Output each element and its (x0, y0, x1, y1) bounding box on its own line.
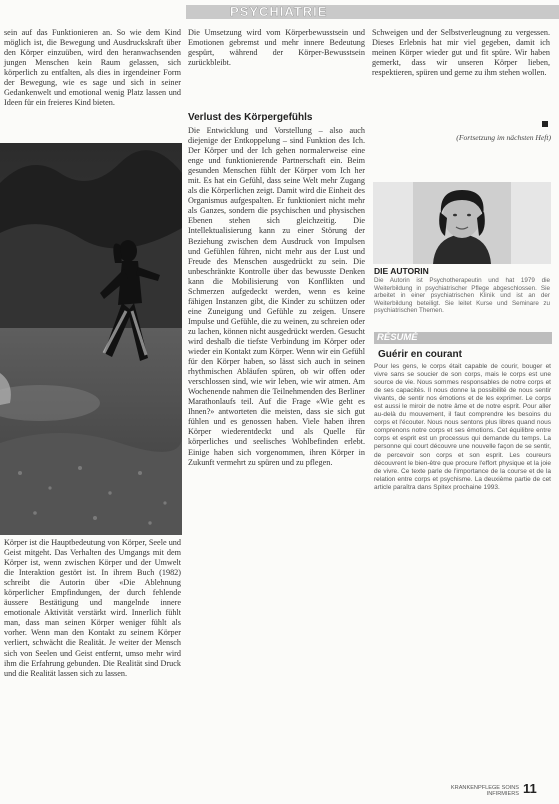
paragraph: Schweigen und der Selbstverleugnung zu vergessen. Dieses Erlebnis hat mir viel gegeben, damit ich meinen Körper wieder gut und fit spüre. Wir haben gemerkt, dass wir unseren Körper lieben, respektieren, spüren und gerne zu ihm stehen wollen. (372, 28, 550, 78)
column-2-body (188, 126, 365, 786)
column-1-top-text (4, 28, 181, 108)
continuation-note: (Fortsetzung im nächsten Heft) (456, 133, 551, 142)
author-label: DIE AUTORIN (374, 266, 429, 276)
section-heading: Verlust des Körpergefühls (188, 112, 313, 123)
resume-label: RÉSUMÉ (377, 332, 418, 343)
paragraph: Die Umsetzung wird vom Körperbewusstsein und Emotionen gebremst und mehr innere Bedeutung gespürt, während der Körper-Bewusstsein zurückbleibt. (188, 28, 365, 68)
magazine-name: KRANKENPFLEGE SOINS INFIRMIERS (450, 785, 519, 798)
page-number: 11 (523, 781, 537, 796)
runner-photo (0, 143, 182, 535)
paragraph: Die Entwicklung und Vorstellung – also auch diejenige der Entkoppelung – sind Funktion des Ich. Der Körper und der Ich gehen normalerweise eine enge und funktionierende Partnerschaft ein. Beim gesunden Menschen fühlt der Körper vom Ich her mit. Es hat ein Gefühl, dass seine Welt mehr Zugang als die Körperlichen zeigt. Damit wird die Einheit des Organismus aufgespalten. Er funktioniert nicht mehr als Ganzes, sondern die psychischen und physischen Ebenen stehen sich gleichzeitig. Die Intellektualisierung kann zu einer Störung der Beziehung zwischen dem Ausdruck von Impulsen und Gefühlen führen, nicht mehr aus der Lust und Freude des Menschen ausgedrückt zu sein. Die unbeschränkte Kontrolle über das bewusste Denken kann die Mobilisierung von Konflikten und Schmerzen aufgedeckt werden, wenn es keine fähigen Instanzen gibt, die Kinder zu schützen oder eine Zuneigung und Gefühle zu zeigen. Unsere Impulse und Gefühle, die zu weinen, zu schreien oder zu lachen, können nicht ausgedrückt werden. Gesucht wird deshalb die tiefste Verbindung im Körper oder wieder ein Kontakt zum Körper. Wenn wir ein Gefühl für den Körper haben, so lässt sich auch in seinen rhythmischen Abläufen spüren, ob wir offen oder verschlossen sind, wie wir leben, wie wir atmen. Am Wochenende nahmen die Teilnehmenden des Berliner Marathonlaufs teil. Auf die Frage «Wie geht es Ihnen?» antworteten die meisten, dass sie sich gut fühlen und es genossen haben. Viele haben ihren Körper wiederentdeckt und als Quelle für körperliches und seelisches Wohlbefinden erlebt. Einige haben sich vorgenommen, ihren Körper in Zukunft vermehrt zu spüren und zu pflegen. (188, 126, 365, 467)
end-mark-icon (542, 121, 548, 127)
section-title: PSYCHIATRIE (230, 4, 328, 19)
paragraph: sein auf das Funktionieren an. So wie dem Kind möglich ist, die Bewegung und Ausdruckskraft über den Körper einzuüben, wird den heranwachsenden jungen Menschen kein Raum gelassen, sich körperlich zu entfalten, als dies in irgendeiner Form der Bewegung, wie es sage und sich in seiner Gedankenwelt und emotional wenig Platz lassen und Ideen für ein freieres Kind bieten. (4, 28, 181, 108)
photo-caption: Körper ist die Hauptbedeutung von Körper, Seele und Geist mitgeht. Das Verhalten des Umgangs mit dem Körper ist, wenn zwischen Körper und der Umwelt die Interaktion gestört ist. In ihrem Buch (1982) schreibt die Autorin über «Die Ablehnung körperlicher Empfindungen, der durch fehlende äussere Bestätigung und mangelnde innere emotionale Aktivität verstärkt wird. Innerlich fühlt man, dass man seinen Körper weniger fühlt als vorher. Wenn man den Kontakt zu seinem Körper verliert, schwächt die Realität. Je weiter der Mensch sich von Seelen und Geist entfernt, umso mehr wird ihm die Erfahrung gebunden. Die Realität sind Druck und die Realität lassen sich zu lassen. (4, 538, 181, 678)
author-photo (373, 182, 551, 264)
column-2-intro (188, 28, 365, 68)
resume-title: Guérir en courant (378, 349, 462, 360)
resume-text: Pour les gens, le corps était capable de courir, bouger et vivre sans se soucier de son corps, mais le corps est une source de vie. Nous sommes responsables de notre corps et de ses capacités. Il nous donne la possibilité de nous sentir vivants, de sentir nos émotions et de les exprimer. Le corps est aussi le miroir de notre âme et de notre esprit. Pour aller au-delà du mouvement, il faut comprendre les besoins du corps et l'écouter. Nous nous sentons plus libres quand nous comprenons notre corps et ses émotions. Cet équilibre entre corps et esprit est un processus qui demande du temps. La personne qui court découvre une nouvelle façon de se sentir, de percevoir son corps et son esprit. Les coureurs découvrent le bien-être que procure l'effort physique et la joie de vivre. Ce texte parle de l'importance de la course et de la relation entre corps et psychisme. La deuxième partie de cet article paraîtra dans Spitex prochaine 1993. (374, 363, 551, 491)
author-bio: Die Autorin ist Psychotherapeutin und hat 1979 die Weiterbildung in psychiatrischer Pflege abgeschlossen. Sie arbeitet in einer psychiatrischen Klinik und ist an der Weiterbildung beteiligt. Sie leitet Kurse und Seminare zu psychiatrischen Themen. (374, 277, 550, 314)
column-3-top-text (372, 28, 550, 130)
